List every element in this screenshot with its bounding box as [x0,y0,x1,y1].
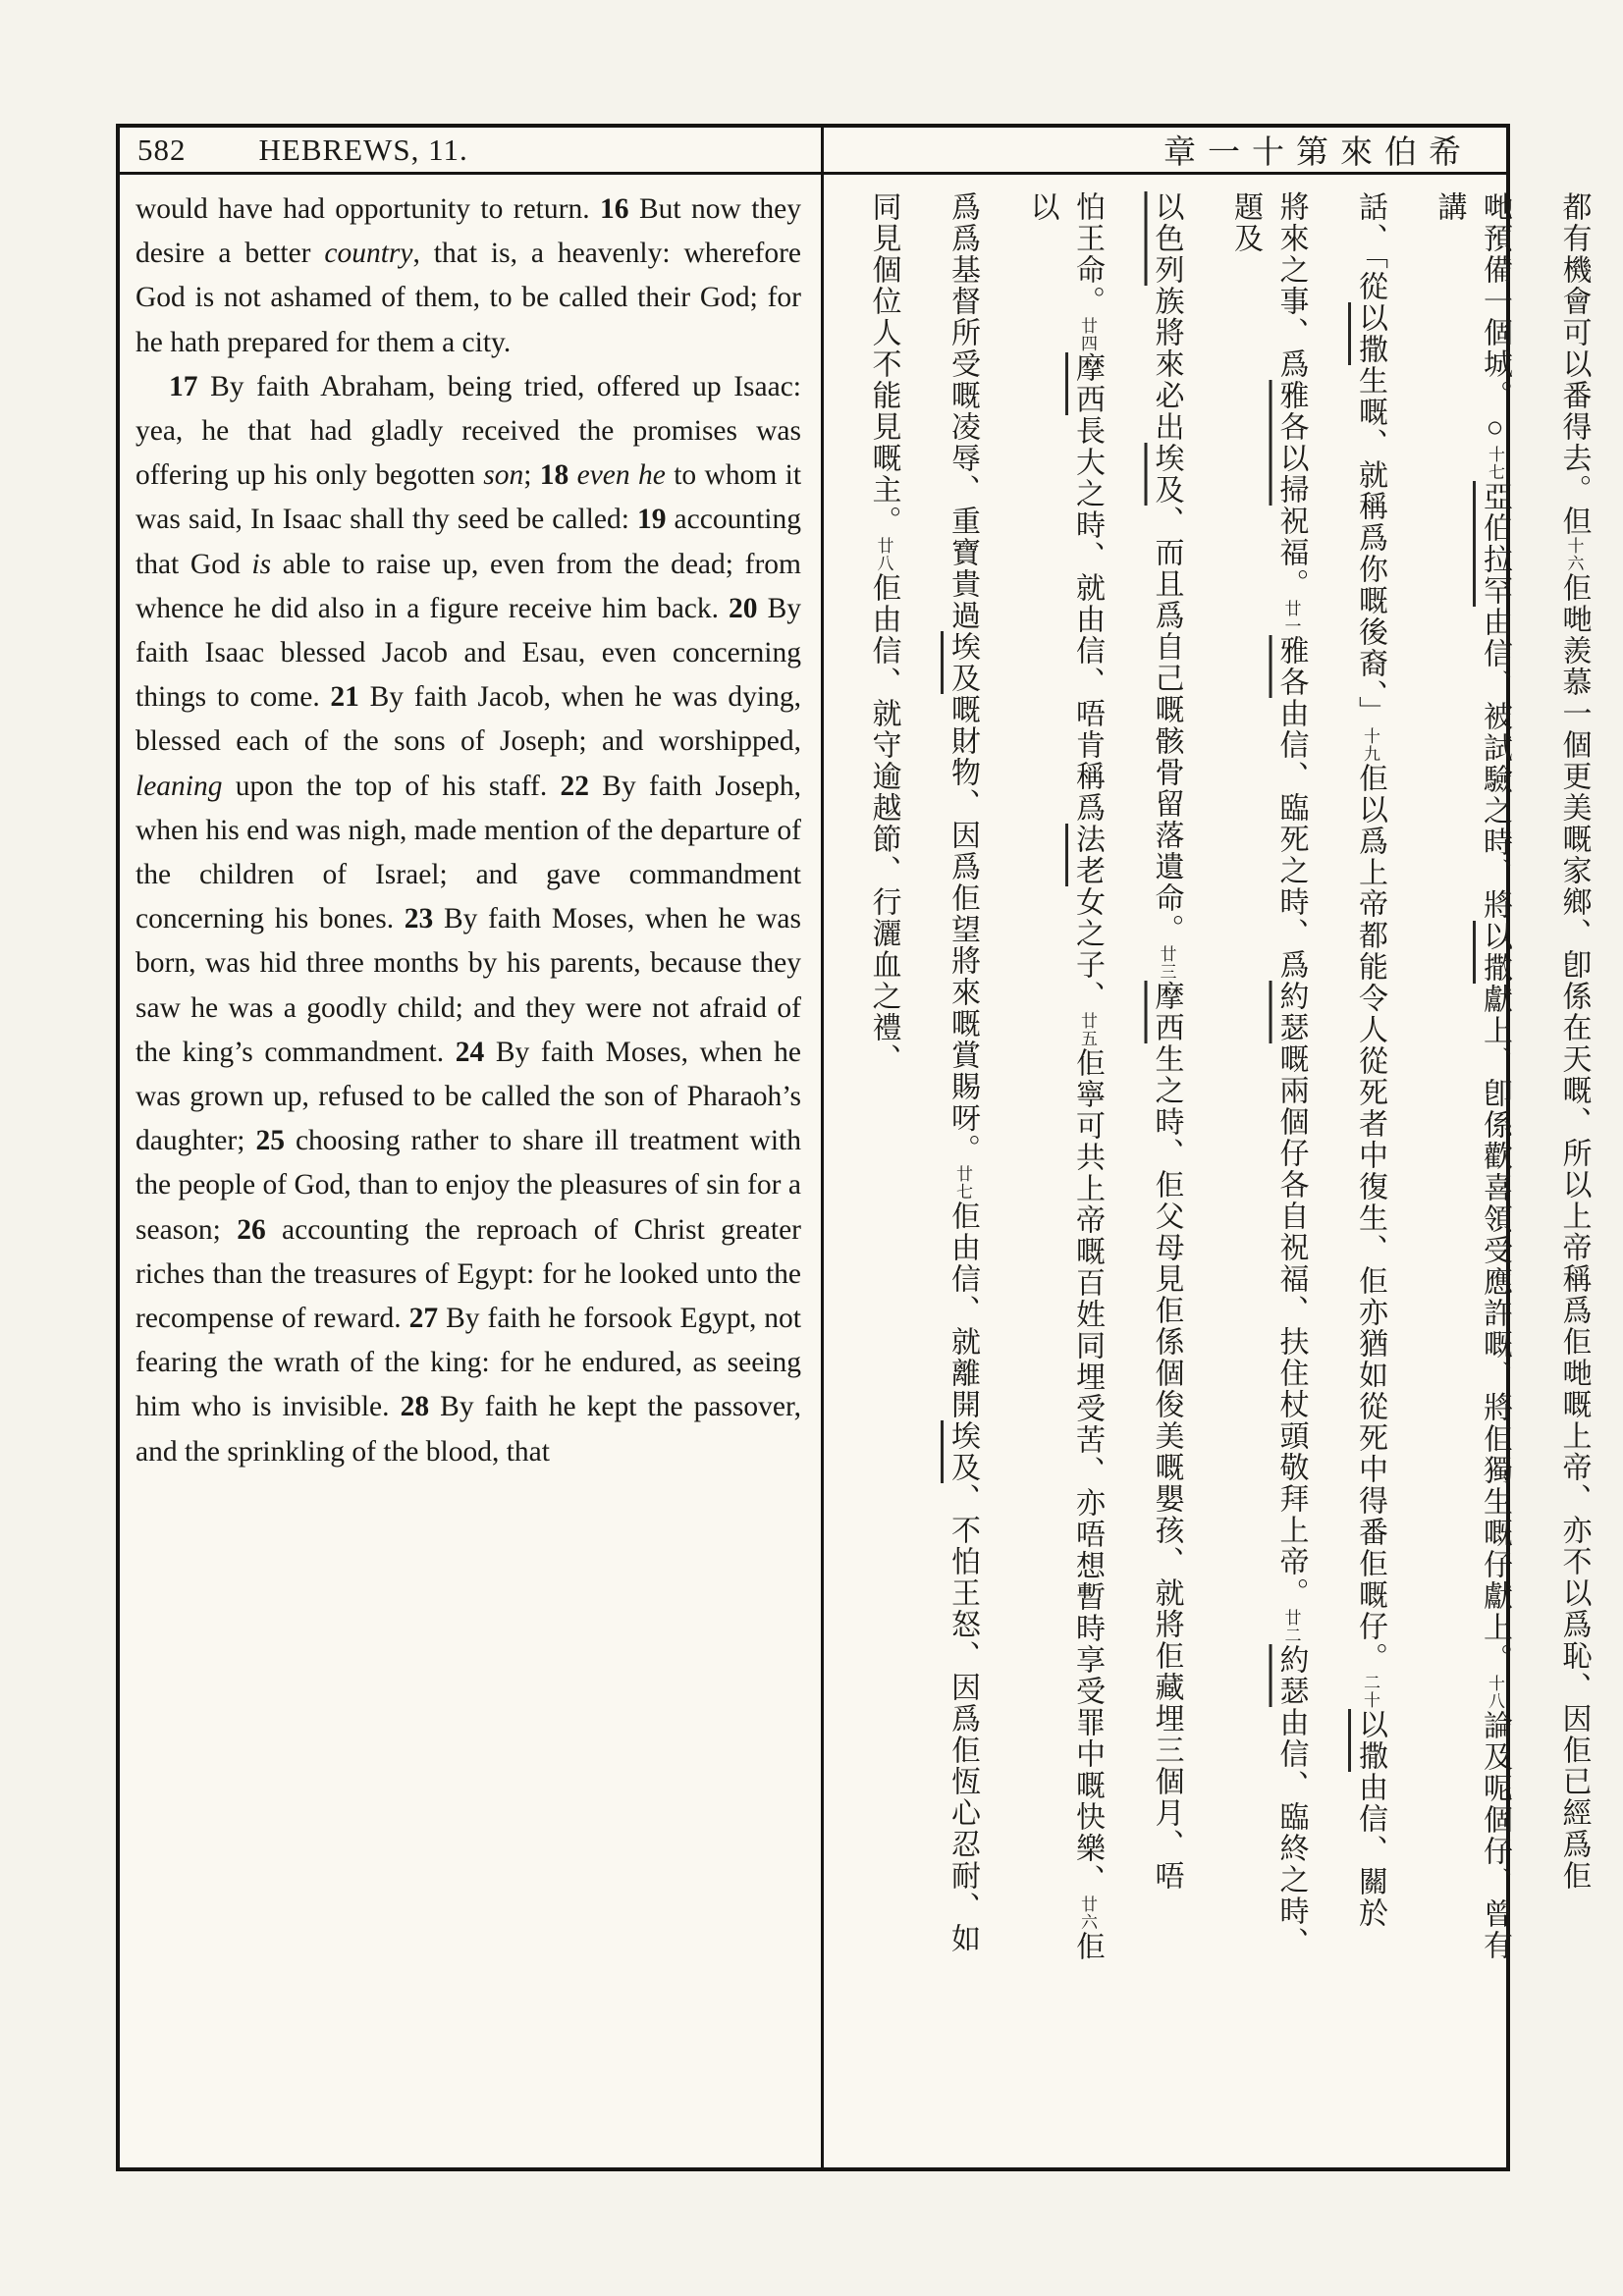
text-run: 獻上、卽係歡喜領受應許嘅、將佢獨生嘅仔獻上。 [1479,984,1511,1675]
header-chinese [821,128,1506,172]
proper-name: 埃及 [947,1420,979,1483]
book-title-chinese: 章一十第來伯希 [1163,135,1473,171]
proper-name: 摩西 [1071,352,1104,415]
chinese-vertical-column-1 [1550,191,1596,1964]
verse-number: 十九 [1361,727,1380,763]
text-run: upon the top of his staff. [222,770,561,802]
text-run: 19 [636,504,667,536]
chinese-vertical-column-5 [1143,191,1189,1964]
content-area [120,178,1591,2167]
text-run: 哋預備一個城。○ [1479,191,1511,446]
chinese-vertical-column-2 [1426,191,1517,1964]
proper-name: 法老 [1071,824,1104,886]
text-run: 27 [408,1303,439,1335]
proper-name: 雅各 [1274,380,1308,443]
text-run: 17 [169,370,198,402]
text-run: 長大之時、就由信、唔肯稱爲 [1071,415,1104,824]
text-run: able to raise up, even from the dead; from whence he did also in a figure receive him back. [135,548,801,624]
text-run: 女之子、 [1071,886,1104,1012]
text-run: By faith Isaac blessed Jacob and Esau, even concerning things to come. [135,592,801,714]
text-run: 都有機會可以番得去。但 [1557,191,1591,537]
text-run: 由信、臨終之時、題及 [1229,191,1308,1958]
verse-number: 廿八 [874,537,893,572]
chinese-vertical-column-4 [1222,191,1314,1964]
page-number: 582 [137,132,187,167]
text-run: accounting the reproach of Christ greater riches than the treasures of Egypt: for he looked unto the recompense of reward. [135,1213,802,1335]
text-run: 爲爲基督所受嘅凌辱、重寶貴過 [947,191,979,631]
text-run: 生嘅、就稱爲你嘅後裔、」 [1354,365,1386,727]
text-run: By faith he forsook Egypt, not fearing the wrath of the king: for he endured, as seeing him who is invisible. [135,1303,801,1423]
text-run: 、不怕王怒、因爲佢恆心忍耐、如 [947,1483,979,1954]
proper-name: 摩西 [1150,981,1183,1043]
text-run: 佢以爲上帝都能令人從死者中復生、佢亦猶如從死中得番佢嘅仔。 [1354,763,1386,1674]
text-run: even he [576,459,666,492]
verse-number: 十六 [1564,537,1584,572]
verse-number: 廿三 [1157,945,1176,981]
text-run: 話、「從 [1354,191,1386,302]
header-english [120,128,821,172]
english-paragraph-2 [135,365,801,1474]
verse-number: 廿五 [1078,1012,1097,1047]
text-run: 26 [237,1213,266,1246]
text-run: 將來之事、爲 [1274,191,1308,380]
proper-name: 以撒 [1354,1709,1386,1772]
text-run: 18 [539,459,569,492]
text-run: is [251,548,272,580]
text-run: 族將來必出 [1150,286,1183,443]
text-run: 22 [560,770,589,802]
text-run: 佢由信、就守逾越節、行灑血之禮、 [867,572,900,1075]
text-run: 25 [255,1125,285,1157]
proper-name: 約瑟 [1274,981,1308,1043]
text-run: 怕王命。 [1071,191,1104,317]
verse-number: 廿四 [1078,317,1097,352]
text-run: 祝福。 [1274,506,1308,600]
english-paragraph-1 [135,187,801,365]
proper-name: 以掃 [1274,443,1308,506]
text-run: By faith Moses, when he was grown up, refused to be called the son of Pharaoh’s daughter; [135,1036,801,1157]
text-run: 28 [400,1391,430,1423]
text-run: 20 [729,592,758,624]
verse-number: 十七 [1486,446,1504,481]
text-run: By faith he kept the passover, and the sprinkling of the blood, that [135,1391,802,1468]
chinese-vertical-text [827,191,1596,1964]
verse-number: 二十 [1361,1674,1380,1709]
chinese-vertical-column-6 [1018,191,1109,1964]
chinese-text-column [827,178,1591,2167]
proper-name: 埃及 [947,631,979,694]
verse-number: 廿七 [953,1165,972,1201]
text-run: 由信、關於 [1354,1772,1386,1929]
text-run: choosing rather to share ill treatment with the people of God, than to enjoy the pleasures of sin for a season; [135,1125,801,1246]
proper-name: 以撒 [1354,302,1386,365]
proper-name: 約瑟 [1274,1644,1308,1707]
page-frame [116,124,1591,2171]
text-run: 、而且爲自己嘅骸骨留落遺命。 [1150,506,1183,945]
chinese-vertical-column-7 [940,191,986,1964]
text-run: By faith Joseph, when his end was nigh, made mention of the departure of the children of Israel; and gave commandment concerning his bones. [135,770,801,935]
verse-number: 廿一 [1281,600,1301,635]
text-run: 同見個位人不能見嘅主。 [867,191,900,537]
text-run: , that is, a heavenly: wherefore God is not ashamed of them, to be called their God; for he hath prepared for them a city. [135,238,802,358]
text-run: 16 [600,193,629,225]
text-run: 佢哋羨慕一個更美嘅家鄉、卽係在天嘅、所以上帝稱爲佢哋嘅上帝、亦不以爲恥、因佢已經爲佢 [1557,572,1591,1892]
chinese-vertical-column-8 [860,191,906,1964]
text-run: 佢由信、就離開 [947,1201,979,1420]
verse-number: 廿二 [1281,1609,1301,1644]
text-run: 24 [455,1036,485,1068]
text-run: By faith Jacob, when he was dying, blessed each of the sons of Joseph; and worshipped, [135,681,802,758]
text-run: son [483,459,524,492]
text-run: accounting that God [135,504,801,580]
proper-name: 埃及 [1150,443,1183,506]
text-run: leaning [135,770,223,802]
text-run: 由信、被試驗之時、將 [1479,607,1511,921]
verse-number: 廿六 [1078,1896,1097,1931]
text-run: 論及呢個仔、曾有講 [1433,191,1511,1961]
text-run: would have had opportunity to return. [135,193,601,225]
page-header [120,128,1506,175]
text-run: 嘅兩個仔各自祝福、扶住杖頭敬拜上帝。 [1274,1043,1308,1609]
text-run: But now they desire a better [135,193,802,270]
text-run: By faith Moses, when he was born, was hid three months by his parents, because they saw he was a goodly child; and they were not afraid of the king’s commandment. [135,903,801,1068]
verse-number: 十八 [1486,1675,1504,1710]
text-run: 佢寧可共上帝嘅百姓同埋受苦、亦唔想暫時享受罪中嘅快樂、 [1071,1047,1104,1896]
text-run [568,459,576,491]
text-run: 嘅財物、因爲佢望將來嘅賞賜呀。 [947,694,979,1165]
text-run: 21 [330,681,359,714]
text-run: 佢以 [1025,191,1104,1962]
text-run: 生之時、佢父母見佢係個俊美嘅嬰孩、就將佢藏埋三個月、唔 [1150,1043,1183,1892]
proper-name: 以撒 [1479,921,1511,984]
chinese-vertical-column-3 [1347,191,1393,1964]
english-text-column [120,178,821,1474]
text-run: By faith Abraham, being tried, offered up Isaac: yea, he that had gladly received the promises was offering up his only begotten [135,370,801,492]
book-title-english: HEBREWS, 11. [258,132,468,167]
proper-name: 以色列 [1150,191,1183,286]
text-run: to whom it was said, In Isaac shall thy seed be called: [135,459,802,536]
text-run: country [324,238,413,270]
proper-name: 亞伯拉罕 [1479,481,1511,607]
text-run: 23 [404,903,434,935]
proper-name: 雅各 [1274,635,1308,698]
text-run: 由信、臨死之時、爲 [1274,698,1308,981]
text-run: ; [523,459,540,492]
